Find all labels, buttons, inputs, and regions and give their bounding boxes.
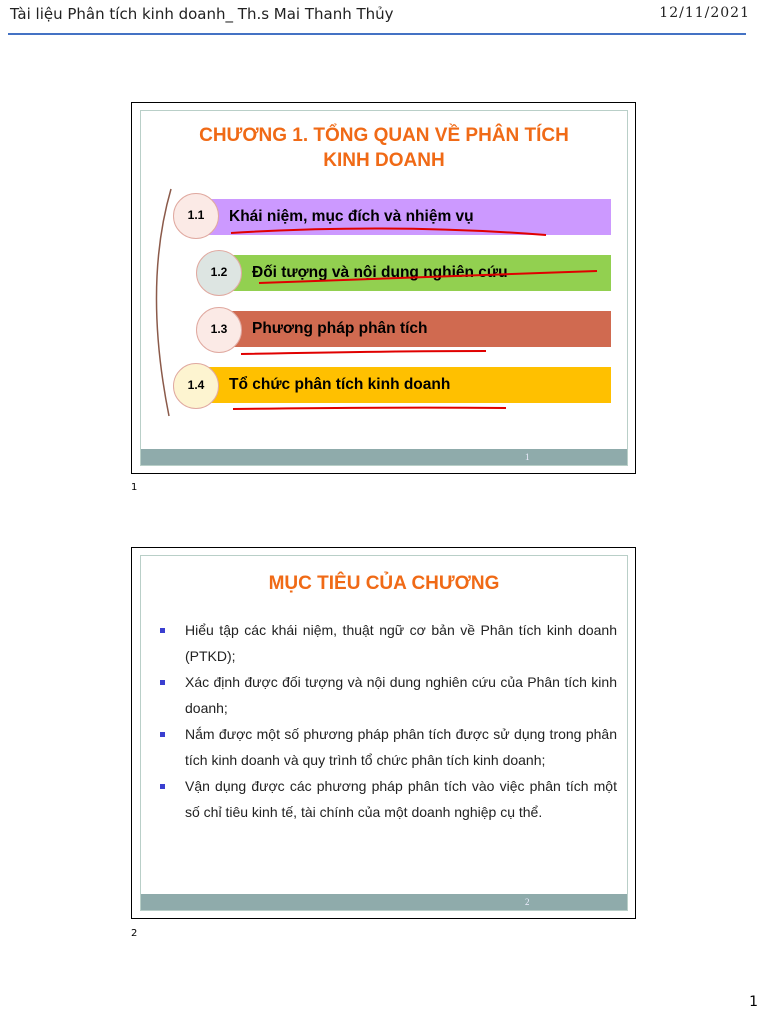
objective-text: Nắm được một số phương pháp phân tích được sử dụng trong phân tích kinh doanh và quy trình tổ chức phân tích kinh doanh; (185, 726, 617, 768)
document-title: Tài liệu Phân tích kinh doanh_ Th.s Mai Thanh Thủy (10, 5, 394, 23)
slide-1-title-line2: KINH DOANH (323, 150, 445, 171)
slide-1-title-line1: CHƯƠNG 1. TỔNG QUAN VỀ PHÂN TÍCH (199, 125, 569, 146)
chapter-item-1-label: Khái niệm, mục đích và nhiệm vụ (229, 208, 474, 225)
slide-1-caption: 1 (131, 482, 138, 493)
chapter-item-3-bar (225, 311, 611, 347)
chapter-item-1-number: 1.1 (173, 193, 219, 239)
chapter-item-4-label: Tổ chức phân tích kinh doanh (229, 376, 451, 393)
slide-1-frame (140, 110, 628, 466)
objective-text: Xác định được đối tượng và nội dung nghiên cứu của Phân tích kinh doanh; (185, 674, 617, 716)
header-divider (8, 33, 746, 35)
slide-2-frame (140, 555, 628, 911)
objective-item (157, 774, 617, 825)
objective-text: Vận dụng được các phương pháp phân tích vào việc phân tích một số chỉ tiêu kinh tế, tài chính của một doanh nghiệp cụ thể. (185, 778, 617, 820)
chapter-item-2-bar (225, 255, 611, 291)
page-number: 1 (749, 994, 758, 1010)
chapter-item-4-number: 1.4 (173, 363, 219, 409)
chapter-item-4-bar (201, 367, 611, 403)
slide-1-footer-number: 1 (525, 452, 530, 462)
slide-2 (131, 547, 636, 919)
slide-1-title (141, 123, 627, 173)
slide-1 (131, 102, 636, 474)
slide-2-footer (141, 894, 627, 910)
chapter-item-2-label: Đối tượng và nội dung nghiên cứu (252, 264, 508, 281)
slide-2-caption: 2 (131, 928, 138, 939)
chapter-item-3-label: Phương pháp phân tích (252, 320, 428, 337)
chapter-item-3-number: 1.3 (196, 307, 242, 353)
square-bullet-icon (160, 680, 165, 685)
square-bullet-icon (160, 628, 165, 633)
chapter-item-1-bar (201, 199, 611, 235)
objective-item (157, 722, 617, 773)
slide-1-footer (141, 449, 627, 465)
square-bullet-icon (160, 732, 165, 737)
objective-item (157, 670, 617, 721)
slide-2-title: MỤC TIÊU CỦA CHƯƠNG (268, 573, 500, 594)
objectives-list (157, 618, 617, 826)
document-date: 12/11/2021 (659, 5, 750, 21)
objective-text: Hiểu tập các khái niệm, thuật ngữ cơ bản về Phân tích kinh doanh (PTKD); (185, 622, 617, 664)
objective-item (157, 618, 617, 669)
slide-2-footer-number: 2 (525, 897, 530, 907)
square-bullet-icon (160, 784, 165, 789)
chapter-item-2-number: 1.2 (196, 250, 242, 296)
